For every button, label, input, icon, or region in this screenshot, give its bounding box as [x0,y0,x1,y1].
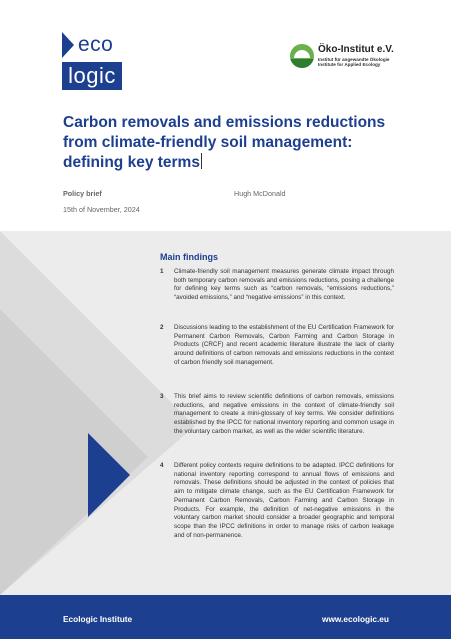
footer-bar [0,595,451,639]
finding-text: Discussions leading to the establishment of the EU Certification Framework for Permanent Carbon Removals, Carbon Farming and Carbon Storage in Products (CRCF) and recent academic literature illustrate the lack of clarity around definitions of carbon removals and emissions reductions in the context of carbon friendly soil management. [174,324,394,366]
ecologic-logo-eco-text: eco [78,33,114,56]
document-type: Policy brief [63,189,102,198]
ecologic-logo [62,32,124,90]
document-author: Hugh McDonald [234,189,286,198]
finding-text: Different policy contexts require definitions to be adapted. IPCC definitions for national inventory reporting correspond to annual flows of emissions and removals. These definitions should be adjusted in the context of policies that aim to mitigate climate change, such as the EU Certification Framework for Permanent Carbon Removals, Carbon Farming and Carbon Storage in Products. For example, the definition of net-negative emissions in the voluntary carbon market should consider a broader geographic and temporal scope than the IPCC definitions in order to manage risks of carbon leakage and of non-permanence. [174,462,394,539]
finding-number: 2 [160,324,164,331]
ecologic-triangle-icon [62,32,74,58]
finding-item-1 [160,268,394,303]
document-title[interactable] [63,113,403,173]
oeko-institut-subtitle-de: Institut für angewandte Ökologie [318,57,390,62]
footer-website-link[interactable]: www.ecologic.eu [321,614,389,624]
oeko-institut-name: Öko-Institut e.V. [318,44,394,55]
oeko-institut-emblem-icon [290,44,314,68]
finding-number: 4 [160,462,164,469]
footer-organization: Ecologic Institute [63,614,133,624]
finding-item-3 [160,393,394,437]
finding-text: This brief aims to review scientific definitions of carbon removals, emissions reductions, and negative emissions in the context of climate-friendly soil management to create a mini-glossary of key terms. We consider definitions established by the IPCC for national inventory reporting and common usage in the voluntary carbon market, as well as the wider scientific literature. [174,393,394,435]
finding-item-4 [160,462,394,540]
finding-text: Climate-friendly soil management measures generate climate impact through both temporary carbon removals and emissions reductions, posing a challenge for defining key terms such as “carbon removals, “emissions reductions,” “avoided emissions,” and “negative emissions” in this context. [174,268,394,302]
finding-item-2 [160,324,394,368]
document-date: 15th of November, 2024 [63,205,140,214]
oeko-institut-logo [290,44,430,72]
document-title-text: Carbon removals and emissions reductions from climate-friendly soil management: defining key terms [63,114,386,171]
finding-number: 1 [160,268,164,275]
ecologic-logo-logic-text: logic [62,62,122,90]
oeko-institut-subtitle-en: Institute for Applied Ecology [318,62,381,67]
main-findings-heading: Main findings [160,252,218,262]
text-cursor [201,153,202,169]
finding-number: 3 [160,393,164,400]
